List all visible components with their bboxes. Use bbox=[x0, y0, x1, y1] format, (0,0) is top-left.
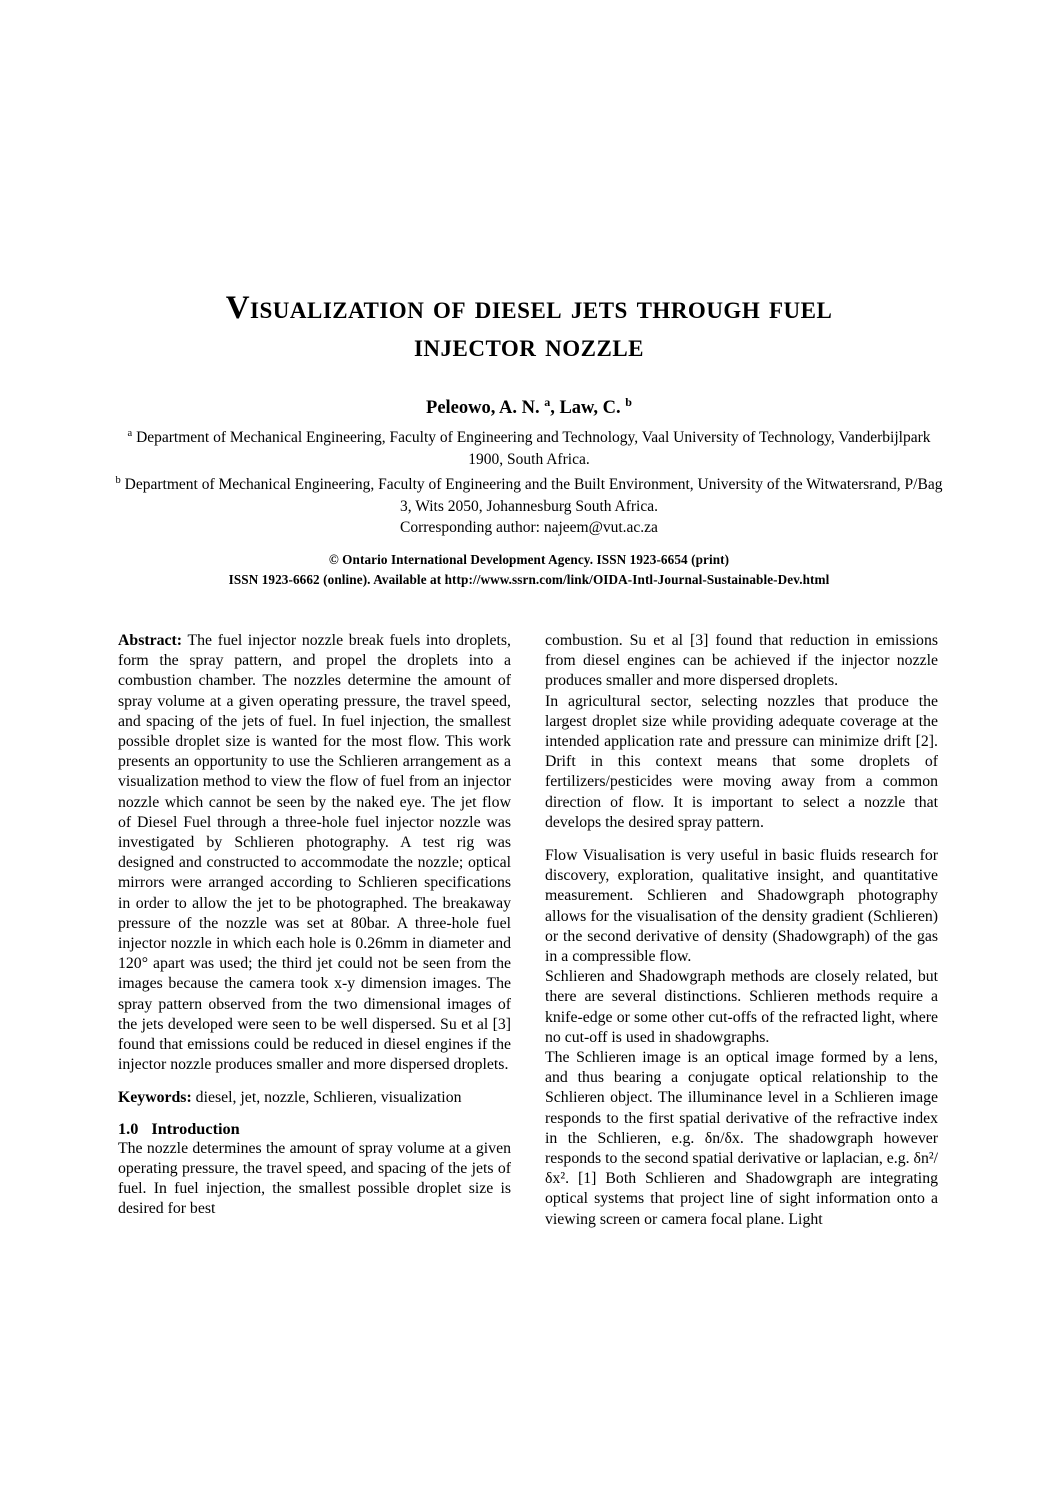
paper-header bbox=[0, 0, 1058, 590]
affiliation-a bbox=[111, 423, 947, 470]
two-column-body bbox=[118, 631, 940, 1230]
section-heading-introduction bbox=[118, 1118, 511, 1139]
section-title: Introduction bbox=[151, 1118, 240, 1138]
abstract-paragraph bbox=[118, 631, 511, 1075]
abstract-text: The fuel injector nozzle break fuels into droplets, form the spray pattern, and propel the droplets into a combustion chamber. The nozzles determine the amount of spray volume at a given operating pressure, the travel speed, and spacing of the jets of fuel. In fuel injection, the smallest possible droplet size is wanted for the most flow. This work presents an opportunity to use the Schlieren arrangement as a visualization method to view the flow of fuel from an injector nozzle which cannot be seen by the naked eye. The jet flow of Diesel Fuel through a three-hole fuel injector nozzle was investigated by Schlieren photography. A test rig was designed and constructed to accommodate the nozzle; optical mirrors were arranged according to Schlieren specifications in order to allow the jet to be photographed. The breakaway pressure of the nozzle was set at 80bar. A three-hole fuel injector nozzle in which each hole is 0.26mm in diameter and 120° apart was used; the third jet could not be seen from the images because the camera took x-y dimension images. The spray pattern observed from the two dimensional images of the jets developed were seen to be well dispersed. Su et al [3] found that emissions could be reduced in diesel engines if the injector nozzle produces smaller and more dispersed droplets. bbox=[118, 631, 511, 1074]
body-paragraph-4: Schlieren and Shadowgraph methods are closely related, but there are several distinctions. Schlieren methods require a knife-edge or some other cut-offs of the refracted light, where no cut-off is used in shadowgraphs. bbox=[545, 968, 938, 1046]
affiliations-block bbox=[111, 423, 947, 539]
author-2: , Law, C. bbox=[550, 398, 626, 419]
left-column bbox=[118, 631, 511, 1230]
keywords-label: Keywords: bbox=[118, 1089, 192, 1107]
body-paragraph-3: Flow Visualisation is very useful in basic fluids research for discovery, exploration, qualitative insight, and quantitative measurement. Schlieren and Shadowgraph photography allows for the visualisation of the density gradient (Schlieren) or the second derivative of density (Shadowgraph) of the gas in a compressible flow. bbox=[545, 847, 938, 966]
keywords-paragraph bbox=[118, 1088, 511, 1108]
body-paragraph-1: combustion. Su et al [3] found that reduction in emissions from diesel engines can be achieved if the injector nozzle produces smaller and more dispersed droplets. bbox=[545, 631, 938, 690]
introduction-paragraph: The nozzle determines the amount of spray volume at a given operating pressure, the travel speed, and spacing of the jets of fuel. In fuel injection, the smallest possible droplet size is desired for best bbox=[118, 1139, 511, 1218]
keywords-text: diesel, jet, nozzle, Schlieren, visualization bbox=[195, 1089, 462, 1107]
affiliation-a-text: Department of Mechanical Engineering, Faculty of Engineering and Technology, Vaal University of Technology, Vanderbijlpark 1900, South Africa. bbox=[136, 429, 931, 468]
abstract-label: Abstract: bbox=[118, 631, 183, 649]
author-1: Peleowo, A. N. bbox=[426, 398, 545, 419]
publisher-issn-url-line: ISSN 1923-6662 (online). Available at http://www.ssrn.com/link/OIDA-Intl-Journal-Sustainable-Dev.html bbox=[228, 571, 830, 587]
publisher-info-block bbox=[0, 550, 1058, 590]
title-line-2: injector nozzle bbox=[413, 328, 645, 364]
section-number: 1.0 bbox=[118, 1118, 139, 1138]
publisher-copyright-line: © Ontario International Development Agency. ISSN 1923-6654 (print) bbox=[328, 551, 730, 567]
author-2-affiliation-mark: b bbox=[625, 395, 632, 409]
affiliation-b-mark: b bbox=[115, 475, 121, 487]
right-column bbox=[545, 631, 938, 1230]
body-paragraph-5: The Schlieren image is an optical image formed by a lens, and thus bearing a conjugate optical relationship to the Schlieren object. The illuminance level in a Schlieren image responds to the first spatial derivative of the refractive index in the Schlieren, e.g. δn/δx. The shadowgraph however responds to the second spatial derivative or laplacian, e.g. δn²/δx². [1] Both Schlieren and Shadowgraph are integrating optical systems that project line of sight information onto a viewing screen or camera focal plane. Light bbox=[545, 1049, 938, 1228]
affiliation-a-mark: a bbox=[127, 428, 133, 440]
title-line-1: Visualization of diesel jets through fuel bbox=[225, 290, 833, 326]
affiliation-b-text: Department of Mechanical Engineering, Faculty of Engineering and the Built Environment, University of the Witwatersrand, P/Bag 3, Wits 2050, Johannesburg South Africa. bbox=[124, 476, 943, 515]
authors-line bbox=[0, 391, 1058, 419]
corresponding-author-line: Corresponding author: najeem@vut.ac.za bbox=[400, 519, 658, 537]
author-1-affiliation-mark: a bbox=[544, 395, 551, 409]
affiliation-b bbox=[111, 470, 947, 517]
paper-title bbox=[0, 289, 1058, 365]
body-paragraph-2: In agricultural sector, selecting nozzles that produce the largest droplet size while providing adequate coverage at the intended application rate and pressure can minimize drift [2]. Drift in this context means that some droplets of fertilizers/pesticides were moving away from a common direction of flow. It is important to select a nozzle that develops the desired spray pattern. bbox=[545, 692, 938, 831]
